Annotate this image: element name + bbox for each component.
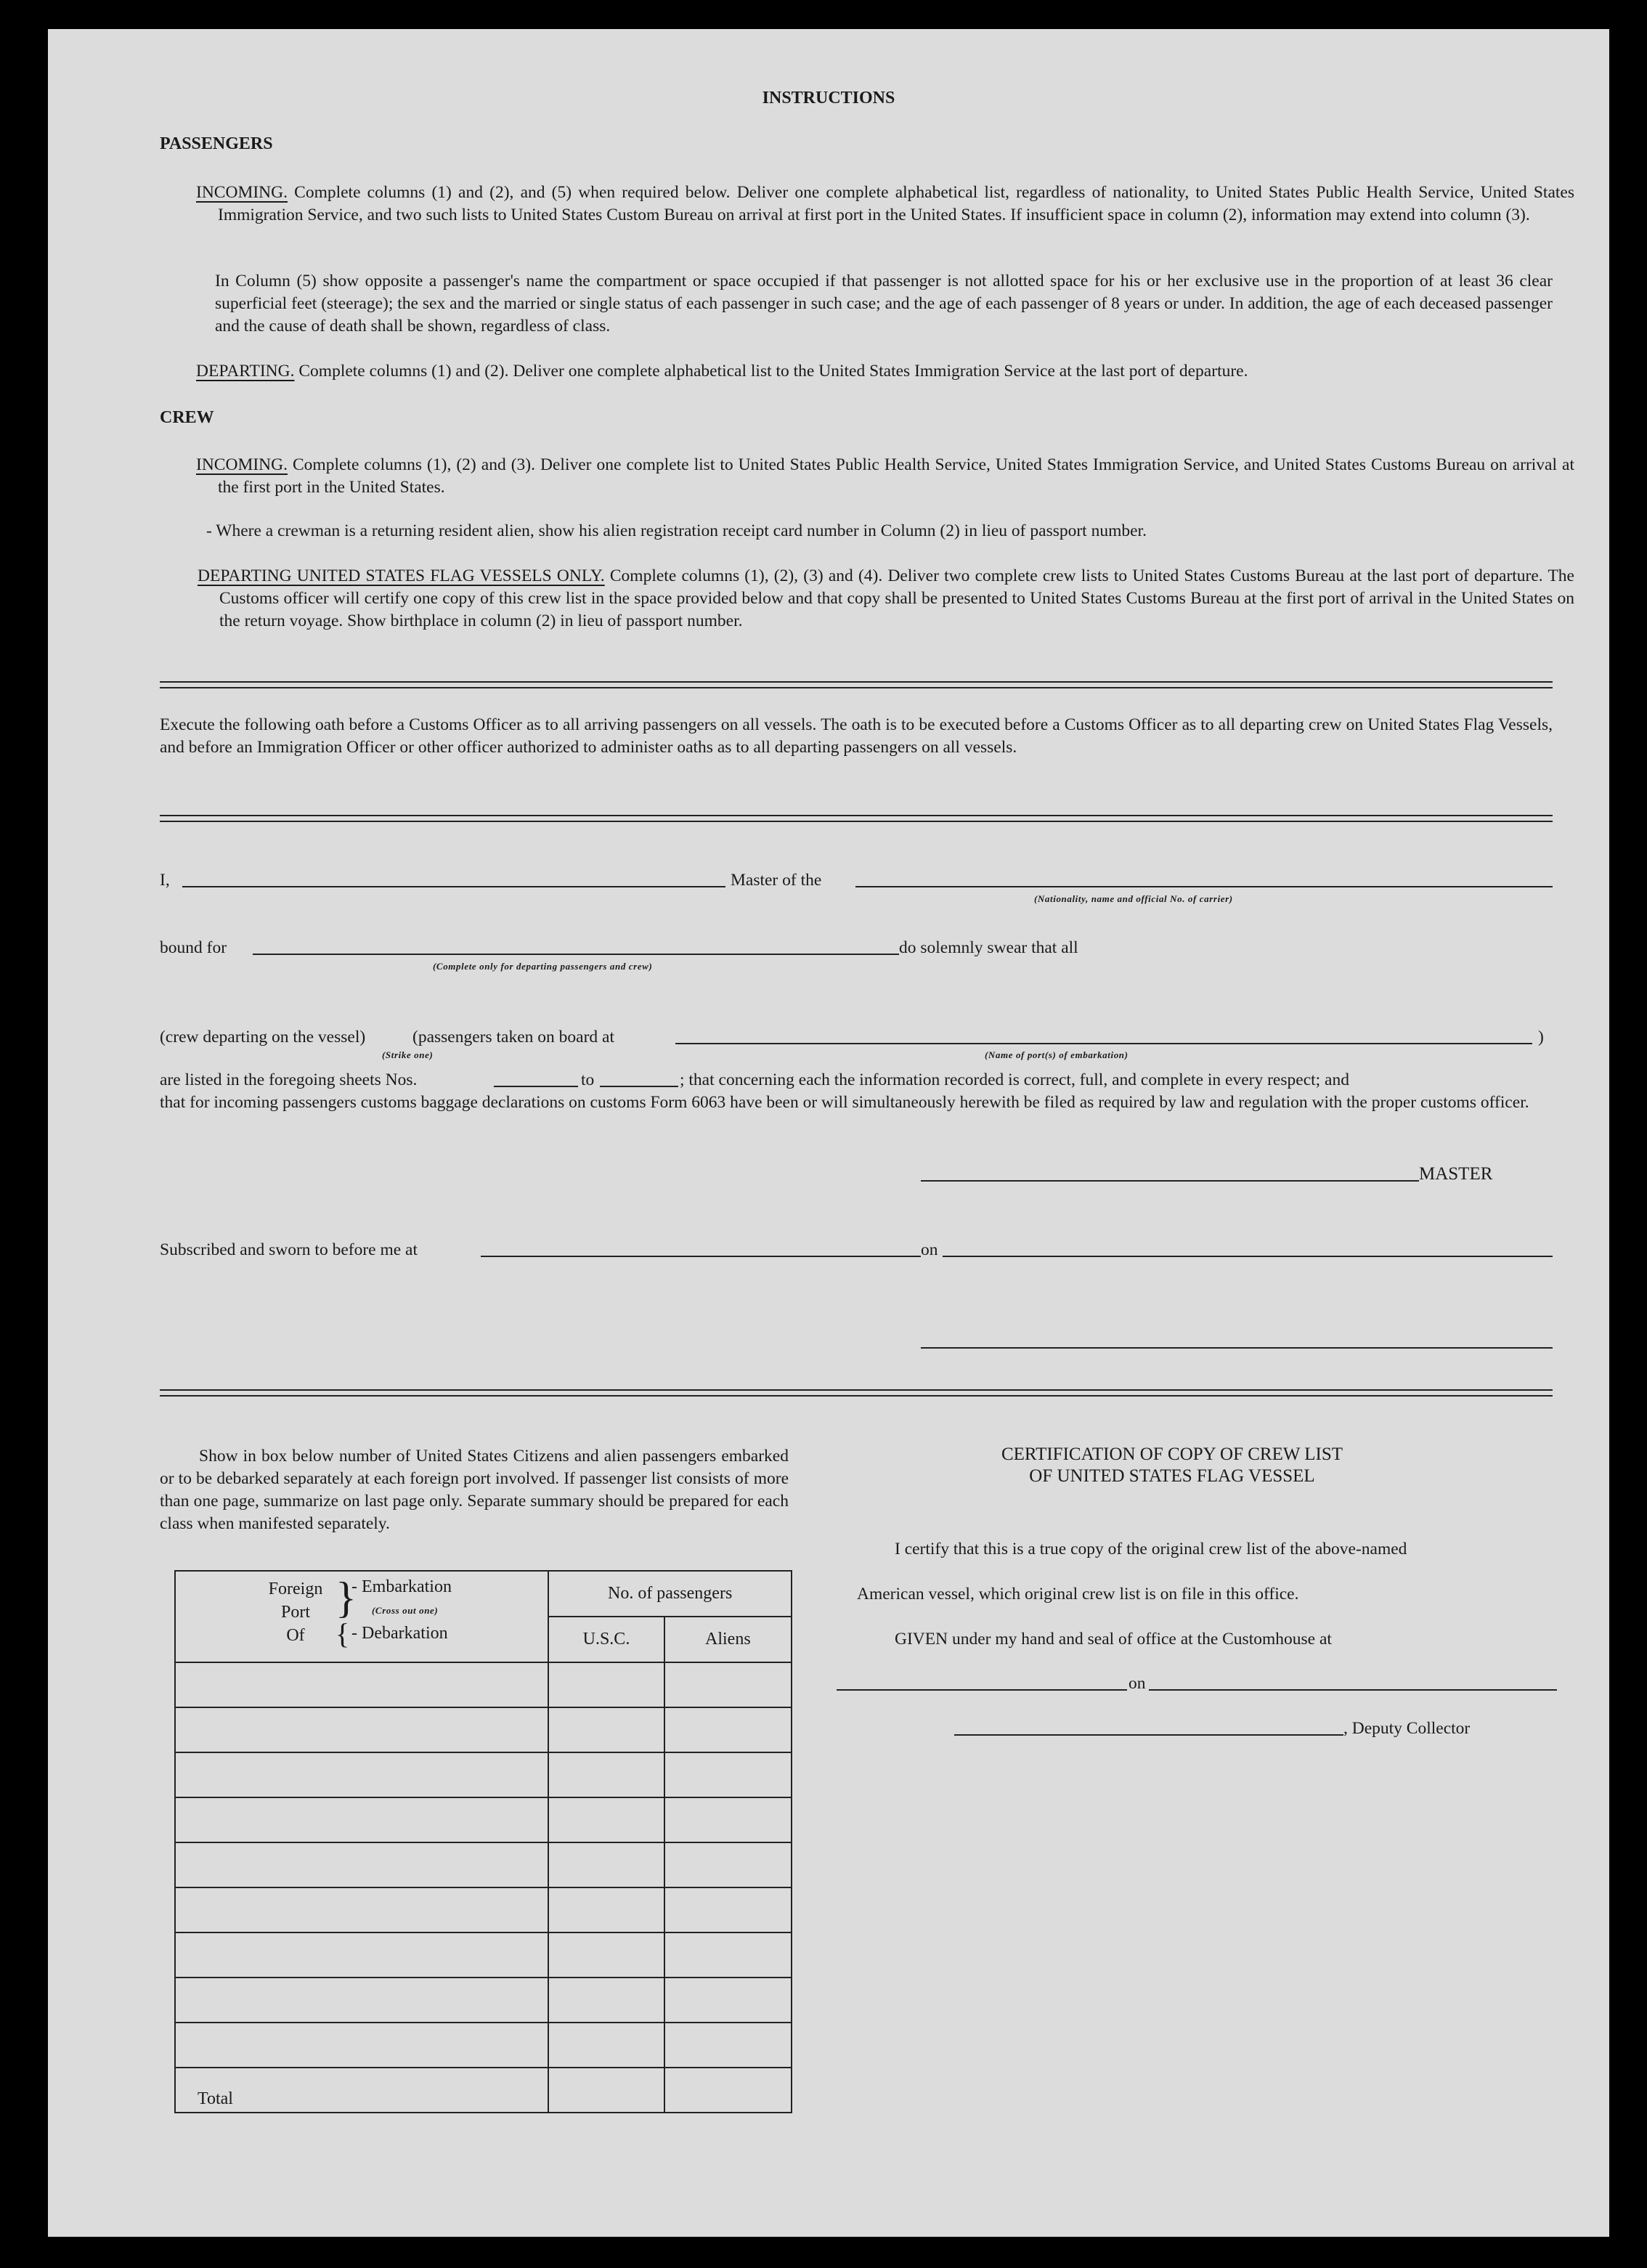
certify-text-2: American vessel, which original crew list is on file in this office. [857,1585,1299,1604]
aliens-cell[interactable] [664,1887,792,1932]
sheet-to-field[interactable] [600,1086,678,1087]
port-cell[interactable] [175,1797,548,1842]
passengers-incoming-paragraph [196,182,1574,227]
aliens-cell[interactable] [664,1932,792,1978]
usc-cell[interactable] [548,2023,664,2068]
table-row [175,1978,792,2023]
passengers-option-label: (passengers taken on board at [412,1028,614,1046]
aliens-cell[interactable] [664,1978,792,2023]
port-cell[interactable] [175,1978,548,2023]
usc-total-cell[interactable] [548,2068,664,2113]
sheet-from-field[interactable] [494,1086,578,1087]
cert-on-label: on [1128,1674,1146,1693]
crewman-text: Where a crewman is a returning resident alien, show his alien registration receipt card number in Column (2) in lieu of passport number. [216,521,1147,540]
passengers-option [412,1026,614,1049]
form-page [48,29,1609,2237]
port-cell[interactable] [175,1842,548,1887]
listed-text-2: that for incoming passengers customs baggage declarations on customs Form 6063 have been or will simultaneously herewith be filed as required by law and regulation with the proper customs officer. [160,1093,1529,1112]
table-row [175,1932,792,1978]
port-cell[interactable] [175,1707,548,1752]
master-signature-field[interactable] [921,1180,1419,1182]
cert-date-field[interactable] [1149,1689,1557,1691]
port-cell[interactable] [175,1932,548,1978]
master-name-field[interactable] [182,886,725,887]
foreign-port-of-label: Foreign Port Of [268,1580,323,1645]
officer-signature-field[interactable] [921,1347,1553,1349]
subscribed-label: Subscribed and sworn to before me at [160,1240,418,1259]
divider-3 [160,1389,1553,1397]
crewman-paragraph: - Where a crewman is a returning resident alien, show his alien registration receipt card number in Column (2) in lieu of passport number. [206,521,1147,540]
crew-incoming-label: INCOMING. [196,455,288,474]
departing-text: Complete columns (1) and (2). Deliver one complete alphabetical list to the United States Immigration Service at the last port of departure. [294,362,1248,381]
table-row [175,1887,792,1932]
listed-label: are listed in the foregoing sheets Nos. [160,1070,418,1089]
usc-cell[interactable] [548,1797,664,1842]
column5-paragraph: In Column (5) show opposite a passenger's name the compartment or space occupied if that passenger is not allotted space for his or her exclusive use in the proportion of at least 36 clear superficial feet (steerage); the sex and the married or single status of each passenger in such case; and the age of each passenger of 8 years or under. In addition, the age of each deceased passenger and the cause of death shall be shown, regardless of class. [215,272,1553,336]
deputy-collector-label: , Deputy Collector [1343,1719,1471,1738]
aliens-total-cell[interactable] [664,2068,792,2113]
port-caption: (Name of port(s) of embarkation) [985,1049,1128,1060]
customhouse-field[interactable] [837,1689,1127,1691]
crew-departing-label: DEPARTING UNITED STATES FLAG VESSELS ONLY. [198,566,605,585]
on-label: on [921,1240,938,1259]
aliens-cell[interactable] [664,1842,792,1887]
crew-heading: CREW [160,408,214,427]
usc-cell[interactable] [548,1662,664,1707]
table-row [175,1842,792,1887]
table-row [175,1707,792,1752]
table-row [175,1662,792,1707]
crew-departing-option [160,1026,365,1049]
strike-caption: (Strike one) [382,1049,434,1060]
master-label: MASTER [1419,1164,1493,1184]
port-cell[interactable] [175,1662,548,1707]
total-label: Total [175,2068,548,2113]
aliens-cell[interactable] [664,2023,792,2068]
cross-out-caption: (Cross out one) [372,1605,439,1616]
incoming-label: INCOMING. [196,183,288,202]
to-label: to [581,1070,595,1089]
passenger-summary-table [174,1570,792,2113]
passengers-departing-paragraph [196,360,1561,383]
bound-for-label: bound for [160,938,227,957]
swear-label: do solemnly swear that all [899,938,1078,957]
deputy-signature-field[interactable] [954,1734,1343,1736]
table-row [175,1752,792,1797]
incoming-text: Complete columns (1) and (2), and (5) when required below. Deliver one complete alphabetical list, regardless of nationality, to United States Public Health Service, United States Immigration Service, and two such lists to United States Custom Bureau on arrival at first port in the United States. If insufficient space in column (2), information may extend into column (3). [218,183,1574,224]
crew-departing-text: Complete columns (1), (2), (3) and (4). Deliver two complete crew lists to United States Customs Bureau at the last port of departure. The Customs officer will certify one copy of this crew list in the space provided below and that copy shall be presented to United States Customs Bureau at the first port of arrival in the United States on the return voyage. Show birthplace in column (2) in lieu of passport number. [219,566,1574,630]
departing-label: DEPARTING. [196,362,295,381]
master-of-label: Master of the [731,871,822,890]
usc-cell[interactable] [548,1707,664,1752]
given-text: GIVEN under my hand and seal of office at the Customhouse at [895,1630,1332,1649]
bound-for-field[interactable] [253,954,899,955]
usc-cell[interactable] [548,1842,664,1887]
crew-option-label: (crew departing on the vessel) [160,1028,366,1046]
crew-departing-paragraph [198,565,1574,633]
divider-2 [160,815,1553,822]
table-row [175,2023,792,2068]
aliens-cell[interactable] [664,1752,792,1797]
instructions-title: INSTRUCTIONS [762,89,895,107]
brace: } [336,1574,357,1622]
passengers-heading: PASSENGERS [160,134,273,153]
summary-intro: Show in box below number of United States Citizens and alien passengers embarked or to be debarked separately at each foreign port involved. If passenger list consists of more than one page, summarize on last page only. Separate summary should be prepared for each class when manifested separately. [160,1447,789,1533]
oath-instruction: Execute the following oath before a Customs Officer as to all arriving passengers on all vessels. The oath is to be executed before a Customs Officer as to all departing crew on United States Flag Vessels, and before an Immigration Officer or other officer authorized to administer oaths as to all departing passengers on all vessels. [160,715,1553,757]
crew-incoming-paragraph [196,454,1574,499]
aliens-cell[interactable] [664,1662,792,1707]
no-passengers-header: No. of passengers [548,1571,792,1617]
usc-cell[interactable] [548,1932,664,1978]
crew-incoming-text: Complete columns (1), (2) and (3). Deliver one complete list to United States Public Health Service, United States Immigration Service, and United States Customs Bureau on arrival at the first port in the United States. [218,455,1574,497]
usc-cell[interactable] [548,1752,664,1797]
debarkation-label: - Debarkation [351,1624,448,1643]
i-label: I, [160,871,170,890]
port-header-cell [175,1571,548,1662]
embarkation-port-field[interactable] [675,1043,1532,1044]
aliens-cell[interactable] [664,1707,792,1752]
aliens-cell[interactable] [664,1797,792,1842]
certify-text-1: I certify that this is a true copy of the original crew list of the above-named [895,1540,1407,1558]
carrier-field[interactable] [855,886,1553,887]
port-cell[interactable] [175,1887,548,1932]
port-cell[interactable] [175,2023,548,2068]
close-paren: ) [1538,1028,1544,1046]
sworn-place-field[interactable] [481,1256,921,1257]
usc-header: U.S.C. [548,1617,664,1662]
bound-caption: (Complete only for departing passengers and crew) [433,961,653,972]
total-row [175,2068,792,2113]
sworn-date-field[interactable] [943,1256,1553,1257]
certification-title-2: OF UNITED STATES FLAG VESSEL [1029,1466,1315,1486]
listed-text-1: ; that concerning each the information recorded is correct, full, and complete in every respect; and [680,1070,1349,1089]
certification-title-1: CERTIFICATION OF COPY OF CREW LIST [1001,1444,1343,1464]
divider-1 [160,681,1553,688]
aliens-header: Aliens [664,1617,792,1662]
embarkation-label: - Embarkation [351,1577,452,1596]
table-row [175,1797,792,1842]
brace-2: { [336,1617,350,1650]
usc-cell[interactable] [548,1978,664,2023]
port-cell[interactable] [175,1752,548,1797]
usc-cell[interactable] [548,1887,664,1932]
carrier-caption: (Nationality, name and official No. of carrier) [1034,893,1233,904]
